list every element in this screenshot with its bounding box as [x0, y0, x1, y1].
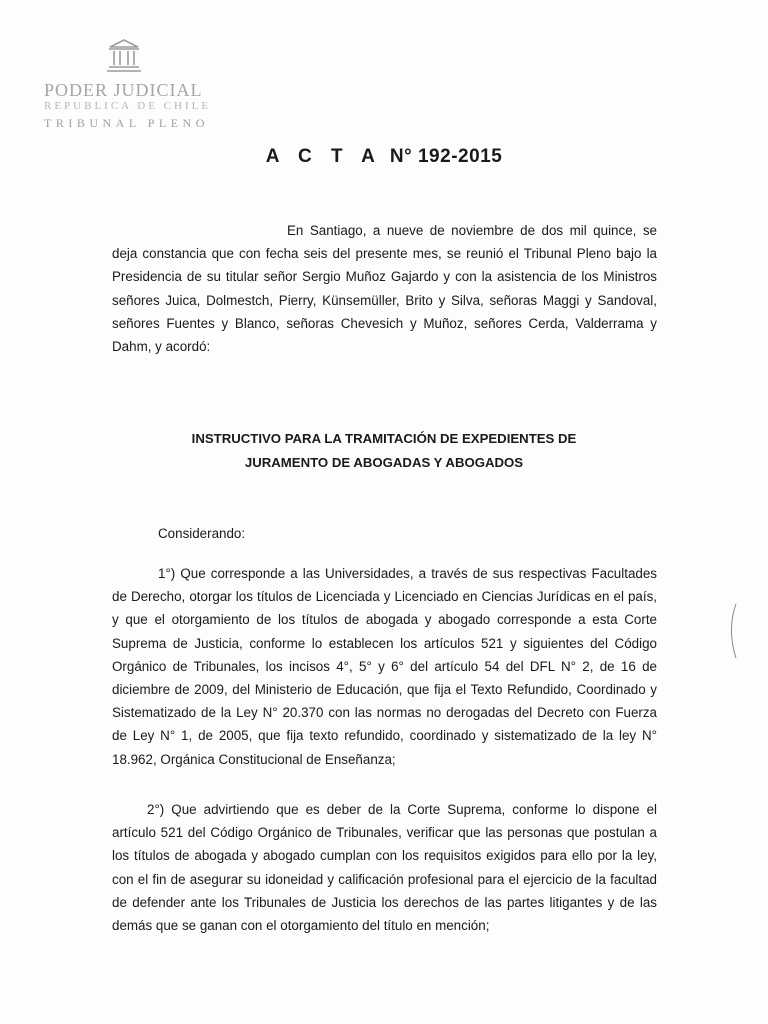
letterhead-line-1: PODER JUDICIAL [44, 80, 203, 100]
section-heading-line-2: JURAMENTO DE ABOGADAS Y ABOGADOS [244, 455, 524, 470]
title-number: N° 192-2015 [389, 146, 503, 167]
letterhead [44, 38, 214, 138]
intro-paragraph: En Santiago, a nueve de noviembre de dos mil quince, se deja constancia que con fecha seis del presente mes, se reunió el Tribunal Pleno bajo la Presidencia de su titular señor Sergio Muñoz Gajardo y con la asistencia de los Ministros señores Juica, Dolmestch, Pierry, Künsemüller, Brito y Silva, señoras Maggi y Sandoval, señores Fuentes y Blanco, señoras Chevesich y Muñoz, señores Cerda, Valderrama y Dahm, y acordó: [112, 223, 657, 355]
paragraph-2: 2°) Que advirtiendo que es deber de la Corte Suprema, conforme lo dispone el artículo 521 del Código Orgánico de Tribunales, verificar que las personas que postulan a los títulos de abogada y abogado cumplan con los requisitos exigidos para ello por la ley, con el fin de asegurar su idoneidad y calificación profesional para el ejercicio de la facultad de defender ante los Tribunales de Justicia los derechos de las partes litigantes y de las demás que se ganan con el otorgamiento del título en mención; [112, 802, 657, 934]
letterhead-line-3: TRIBUNAL PLENO [44, 116, 209, 130]
courthouse-emblem-icon [104, 38, 144, 74]
document-title [0, 146, 768, 168]
paragraph-1: 1°) Que corresponde a las Universidades, a través de sus respectivas Facultades de Derecho, otorgar los títulos de Licenciada y Licenciado en Ciencias Jurídicas en el país, y que el otorgamiento de los títulos de abogada y abogado corresponde a esta Corte Suprema de Justicia, conforme lo establecen los artículos 521 y siguientes del Código Orgánico de Tribunales, los incisos 4°, 5° y 6° del artículo 54 del DFL N° 2, de 16 de diciembre de 2009, del Ministerio de Educación, que fija el Texto Refundido, Coordinado y Sistematizado de la Ley N° 20.370 con las normas no derogadas del Decreto con Fuerza de Ley N° 1, de 2005, que fija texto refundido, coordinado y sistematizado de la ley N° 18.962, Orgánica Constitucional de Enseñanza; [112, 566, 657, 767]
title-acta: A C T A [265, 146, 382, 167]
considerando-label: Considerando: [158, 526, 246, 541]
margin-pencil-mark [728, 602, 740, 662]
letterhead-line-2: REPUBLICA DE CHILE [44, 100, 212, 112]
section-heading-line-1: INSTRUCTIVO PARA LA TRAMITACIÓN DE EXPEDIENTES DE [191, 431, 577, 446]
